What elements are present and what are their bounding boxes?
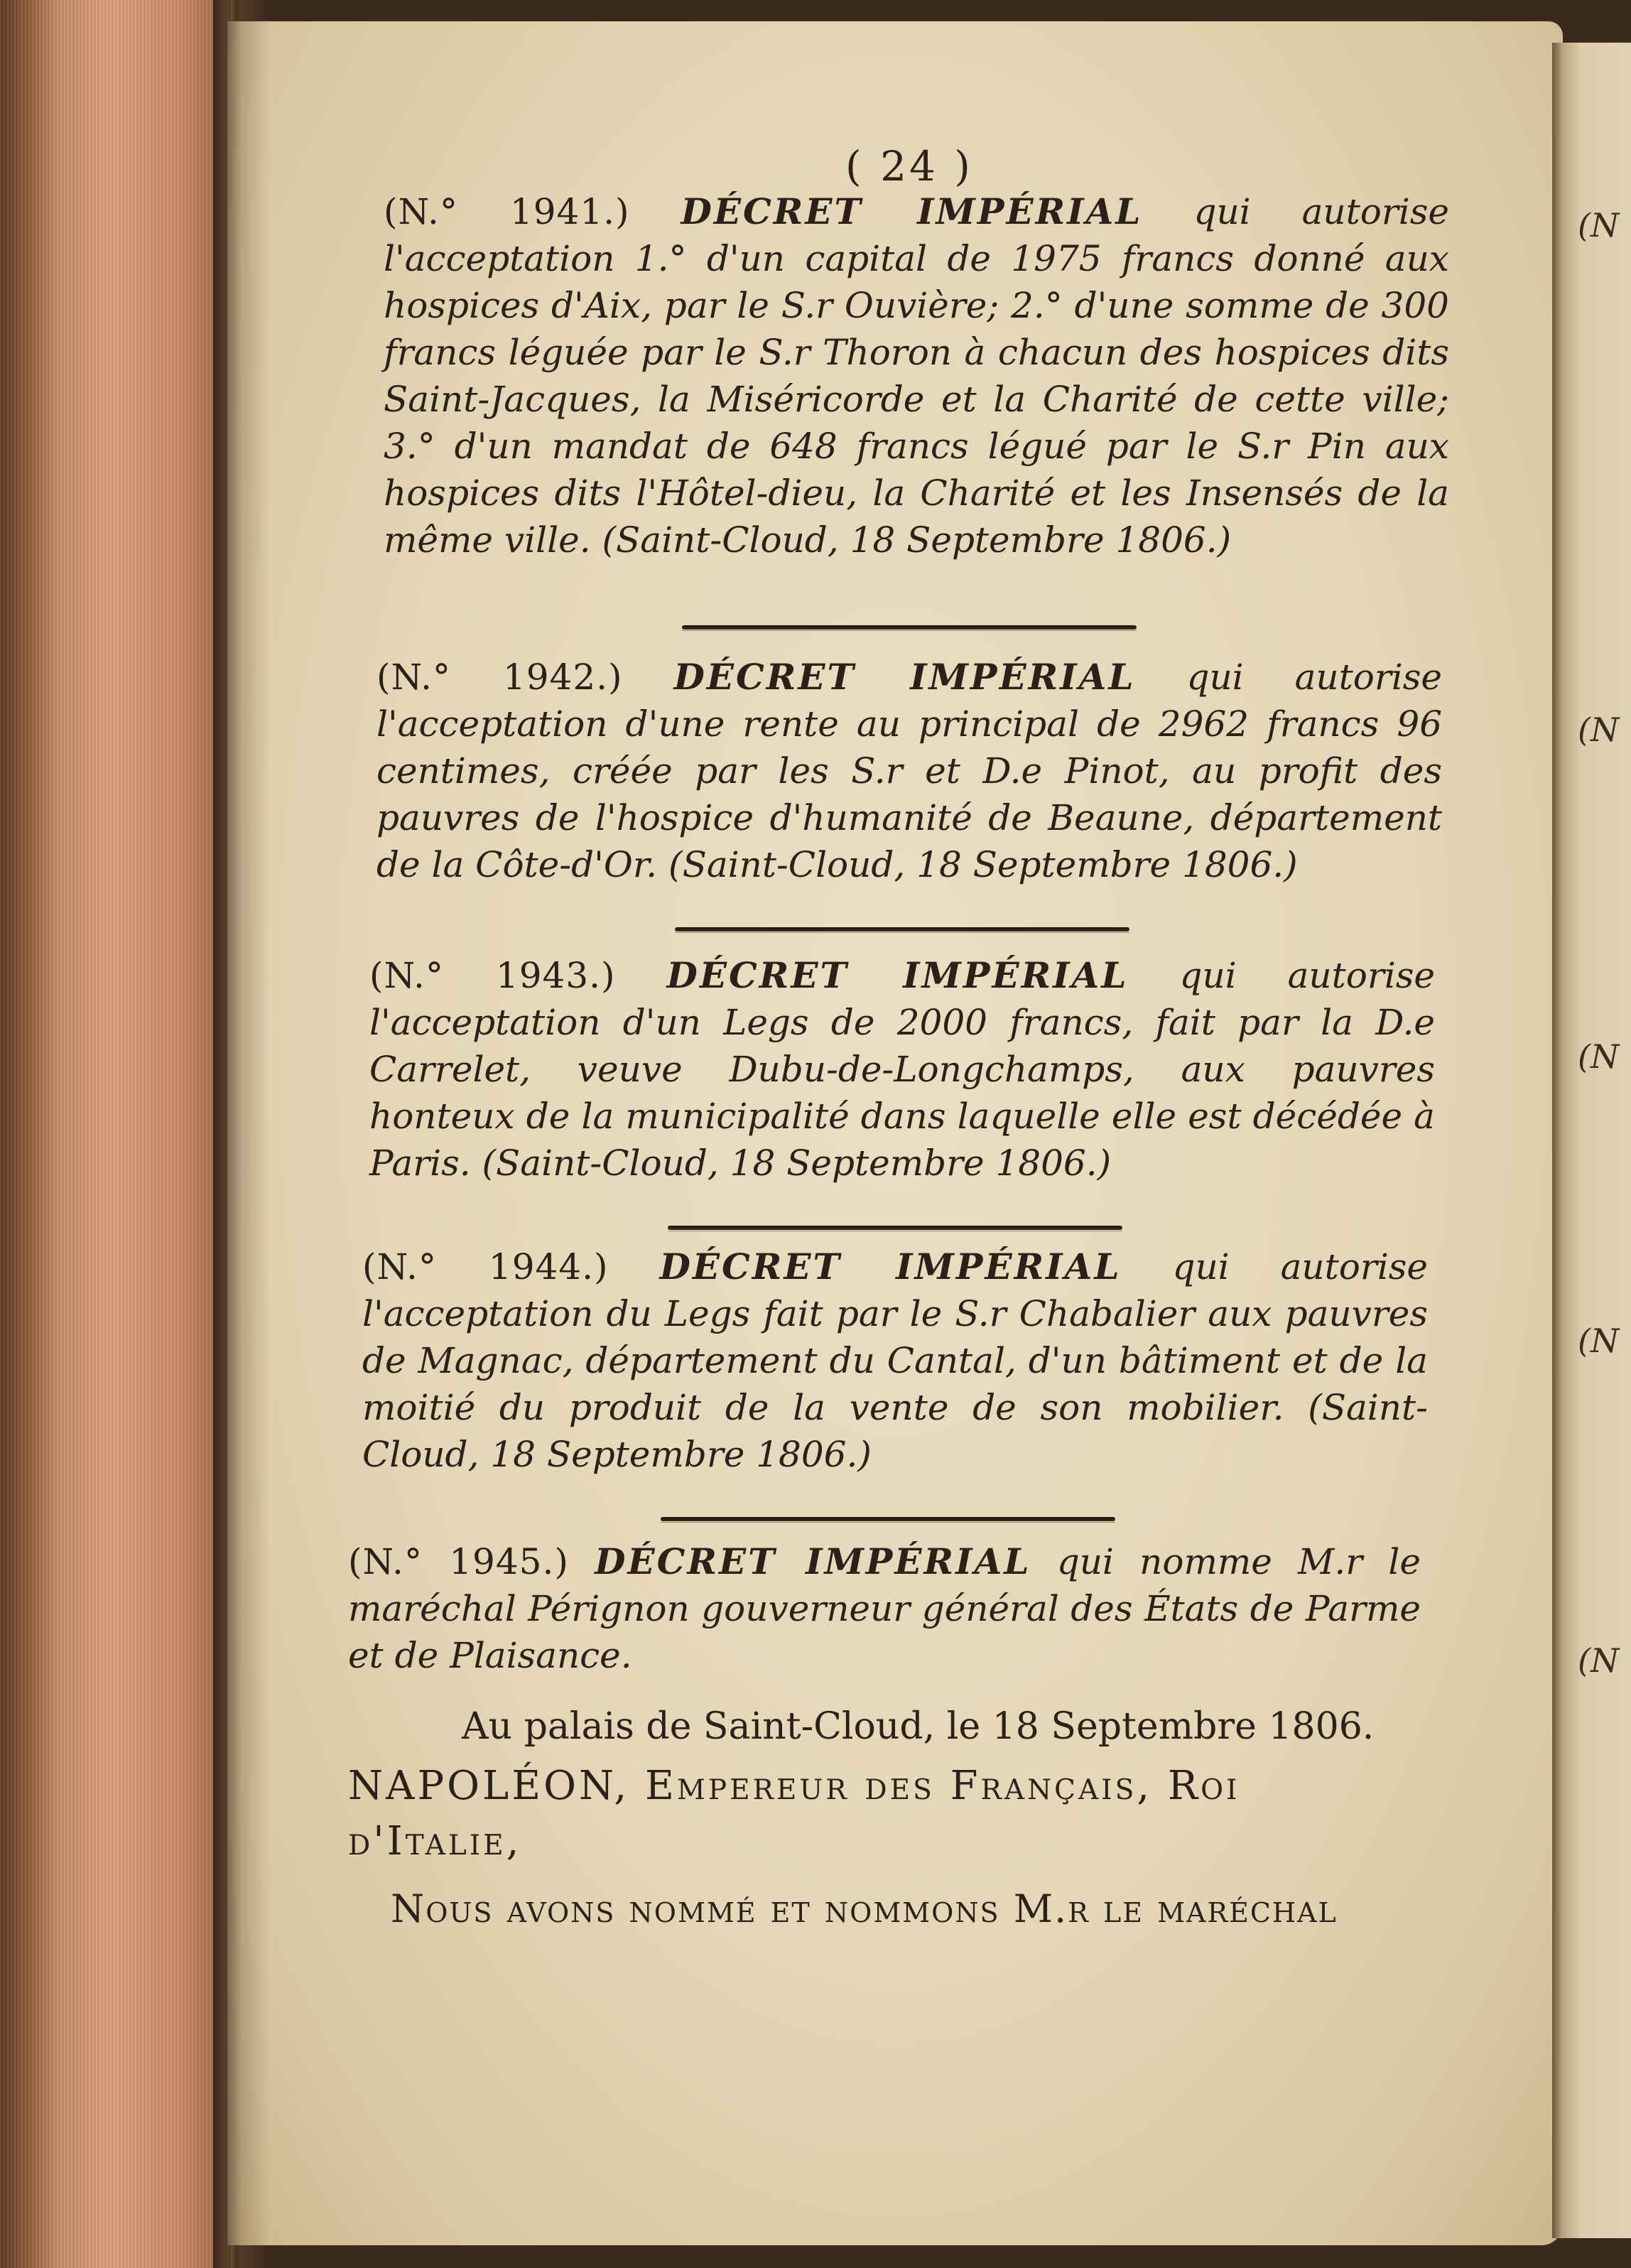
next-page-edge [1552,43,1631,2238]
decree-text: qui autorise l'acceptation d'un Legs de 2000 francs, fait par la D.e Carrelet, veuve Dubu-de-Longchamps, aux pauvres honteux de la municipalité dans laquelle elle est décédée à Paris. (Saint-Cloud, 18 Septembre 1806.) [369,955,1435,1184]
emperor-title: NAPOLÉON, Empereur des Français, Roi d'Italie, [348,1763,1240,1864]
next-page-fragment: (N [1578,206,1620,244]
decree-heading: DÉCRET IMPÉRIAL [595,1540,1031,1582]
decree-number: (N.° 1943.) [369,955,616,996]
decree-number: (N.° 1942.) [376,657,623,698]
section-rule [675,927,1129,932]
decree-text: qui autorise l'acceptation 1.° d'un capital de 1975 francs donné aux hospices d'Aix, par le S.r Ouvière; 2.° d'une somme de 300 francs léguée par le S.r Thoron à chacun des hospices dits Saint-Jacques, la Miséricorde et la Charité de cette ville; 3.° d'un mandat de 648 francs légué par le S.r Pin aux hospices dits l'Hôtel-dieu, la Charité et les Insensés de la même ville. (Saint-Cloud, 18 Septembre 1806.) [384,191,1449,561]
book-gutter-shadow [213,0,270,2268]
dateline: Au palais de Saint-Cloud, le 18 Septembre 1806. [462,1705,1375,1748]
decree-text: qui autorise l'acceptation d'une rente au principal de 2962 francs 96 centimes, créée par les S.r et D.e Pinot, au profit des pauvres de l'hospice d'humanité de Beaune, département de la Côte-d'Or. (Saint-Cloud, 18 Septembre 1806.) [376,657,1442,885]
decree-heading: DÉCRET IMPÉRIAL [673,656,1136,698]
decree-text: qui autorise l'acceptation du Legs fait par le S.r Chabalier aux pauvres de Magnac, département du Cantal, d'un bâtiment et de la moitié du produit de la vente de son mobilier. (Saint-Cloud, 18 Septembre 1806.) [362,1246,1428,1475]
next-page-fragment: (N [1578,1037,1620,1076]
decree-opening-line: Nous avons nommé et nommons M.r le maréchal [391,1886,1338,1931]
decree-entry [348,1538,1421,1679]
section-rule [668,1226,1122,1230]
next-page-fragment: (N [1578,711,1620,749]
page-number: ( 24 ) [845,142,973,190]
decree-entry [376,654,1442,888]
decree-number: (N.° 1944.) [362,1246,609,1287]
decree-heading: DÉCRET IMPÉRIAL [681,190,1143,232]
decree-heading: DÉCRET IMPÉRIAL [666,954,1129,996]
section-rule [682,625,1137,630]
decree-number: (N.° 1945.) [348,1541,569,1582]
book-page-edges [0,0,234,2268]
decree-entry [369,952,1435,1187]
next-page-fragment: (N [1578,1641,1620,1680]
decree-text: qui nomme M.r le maréchal Pérignon gouverneur général des États de Parme et de Plaisance. [348,1541,1421,1676]
decree-number: (N.° 1941.) [384,191,630,232]
next-page-fragment: (N [1578,1322,1620,1360]
section-rule [661,1517,1115,1521]
decree-heading: DÉCRET IMPÉRIAL [659,1246,1122,1287]
decree-entry [384,188,1449,563]
decree-entry [362,1243,1428,1478]
